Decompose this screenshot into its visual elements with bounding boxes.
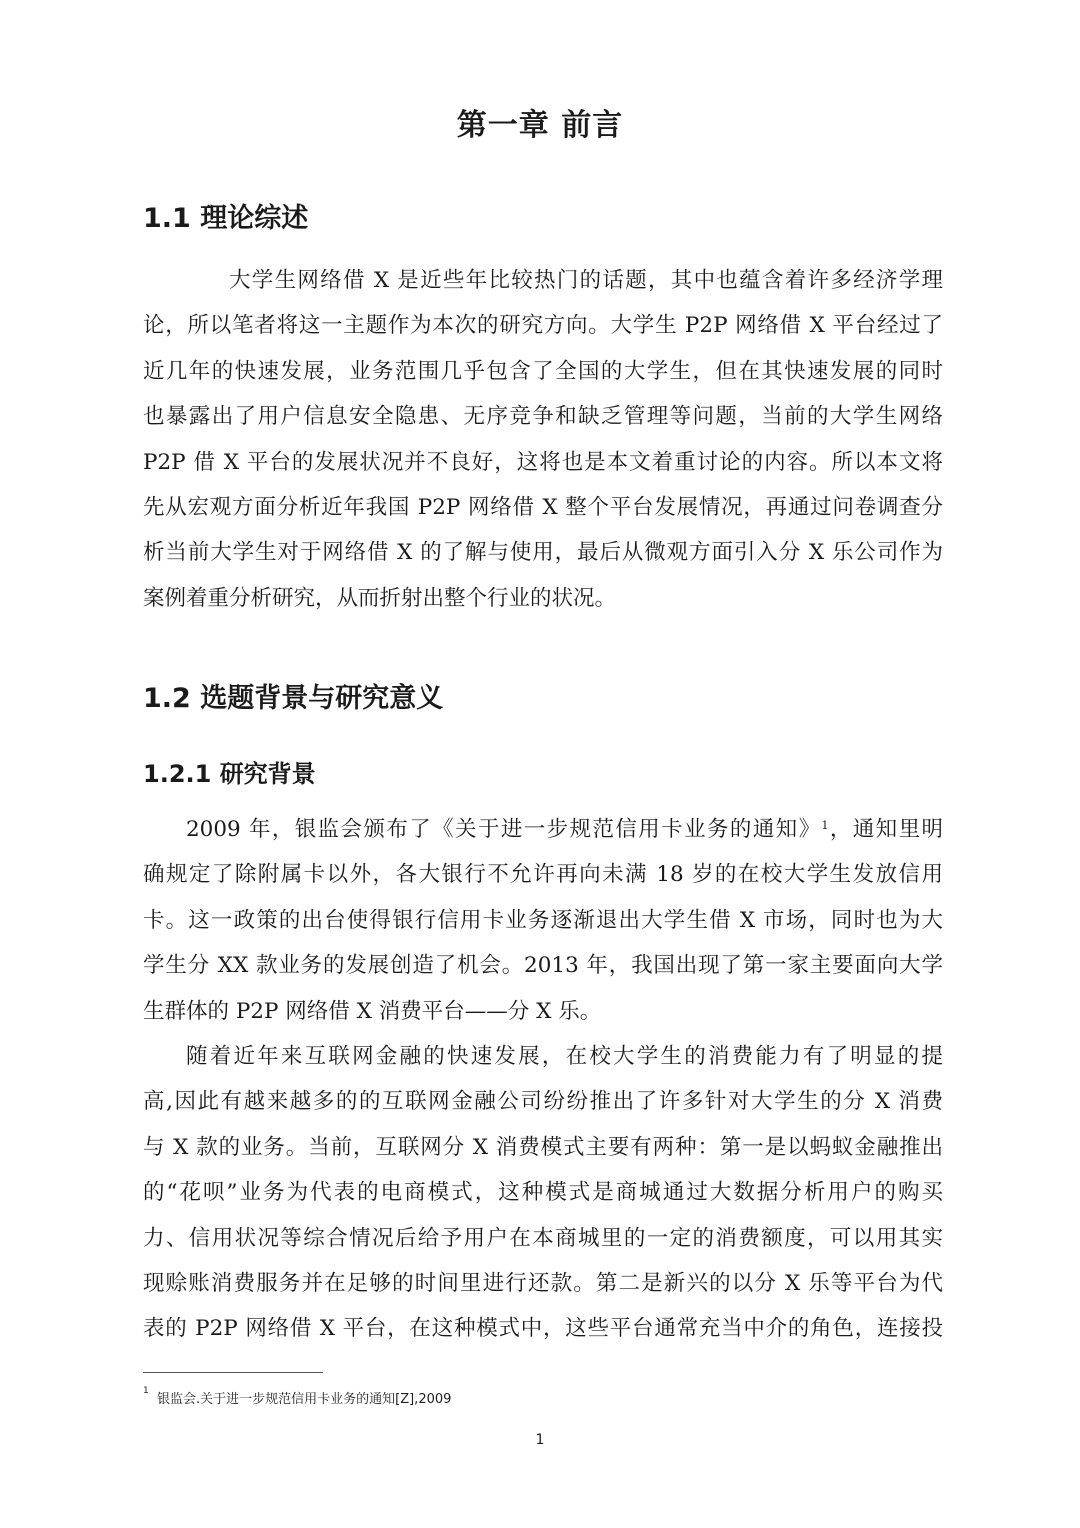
footnote-divider xyxy=(143,1372,323,1373)
section-heading-1-2: 1.2 选题背景与研究意义 xyxy=(143,683,444,714)
footnote-marker: 1 xyxy=(143,1386,149,1396)
paragraph-line: 论，所以笔者将这一主题作为本次的研究方向。大学生 P2P 网络借 X 平台经过了 xyxy=(143,313,943,339)
paragraph-line: 先从宏观方面分析近年我国 P2P 网络借 X 整个平台发展情况，再通过问卷调查分 xyxy=(143,494,943,520)
paragraph-line: 现赊账消费服务并在足够的时间里进行还款。第二是新兴的以分 X 乐等平台为代 xyxy=(143,1270,943,1296)
paragraph-line: 也暴露出了用户信息安全隐患、无序竞争和缺乏管理等问题，当前的大学生网络 xyxy=(143,404,943,430)
paragraph-line: 确规定了除附属卡以外，各大银行不允许再向未满 18 岁的在校大学生发放信用 xyxy=(143,862,943,888)
footnote-text: 银监会.关于进一步规范信用卡业务的通知[Z],2009 xyxy=(157,1392,452,1407)
section-1-1-paragraph xyxy=(143,258,943,621)
paragraph-line: 大学生网络借 X 是近些年比较热门的话题，其中也蕴含着许多经济学理 xyxy=(229,268,943,293)
paragraph-line: 卡。这一政策的出台使得银行信用卡业务逐渐退出大学生借 X 市场，同时也为大 xyxy=(143,907,943,933)
paragraph-text: ，通知里明 xyxy=(828,817,943,842)
section-heading-1-1: 1.1 理论综述 xyxy=(143,203,309,234)
paragraph-line: P2P 借 X 平台的发展状况并不良好，这将也是本文着重讨论的内容。所以本文将 xyxy=(143,449,943,475)
page-number: 1 xyxy=(535,1432,545,1448)
paragraph-line: 随着近年来互联网金融的快速发展，在校大学生的消费能力有了明显的提 xyxy=(186,1044,943,1069)
paragraph-line xyxy=(143,807,943,852)
paragraph-line: 的“花呗”业务为代表的电商模式，这种模式是商城通过大数据分析用户的购买 xyxy=(143,1180,943,1206)
paragraph-line: 案例着重分析研究，从而折射出整个行业的状况。 xyxy=(143,585,617,611)
paragraph-line: 析当前大学生对于网络借 X 的了解与使用，最后从微观方面引入分 X 乐公司作为 xyxy=(143,540,943,566)
paragraph-line: 表的 P2P 网络借 X 平台，在这种模式中，这些平台通常充当中介的角色，连接投 xyxy=(143,1316,943,1342)
footnote xyxy=(143,1388,451,1407)
footnote-reference[interactable]: 1 xyxy=(821,819,829,832)
paragraph-line: 生群体的 P2P 网络借 X 消费平台——分 X 乐。 xyxy=(143,998,602,1024)
paragraph-line: 与 X 款的业务。当前，互联网分 X 消费模式主要有两种：第一是以蚂蚁金融推出 xyxy=(143,1134,943,1160)
chapter-title: 第一章 前言 xyxy=(456,108,624,143)
paragraph-line: 学生分 XX 款业务的发展创造了机会。2013 年，我国出现了第一家主要面向大学 xyxy=(143,953,943,979)
section-heading-1-2-1: 1.2.1 研究背景 xyxy=(143,760,316,788)
paragraph-line: 高,因此有越来越多的的互联网金融公司纷纷推出了许多针对大学生的分 X 消费 xyxy=(143,1089,943,1115)
section-1-2-1-paragraph-2 xyxy=(143,1034,943,1352)
section-1-2-1-paragraph-1 xyxy=(143,807,943,1034)
paragraph-line: 近几年的快速发展，业务范围几乎包含了全国的大学生，但在其快速发展的同时 xyxy=(143,358,943,384)
paragraph-line: 力、信用状况等综合情况后给予用户在本商城里的一定的消费额度，可以用其实 xyxy=(143,1225,943,1251)
paragraph-text: 2009 年，银监会颁布了《关于进一步规范信用卡业务的通知》 xyxy=(186,817,822,842)
